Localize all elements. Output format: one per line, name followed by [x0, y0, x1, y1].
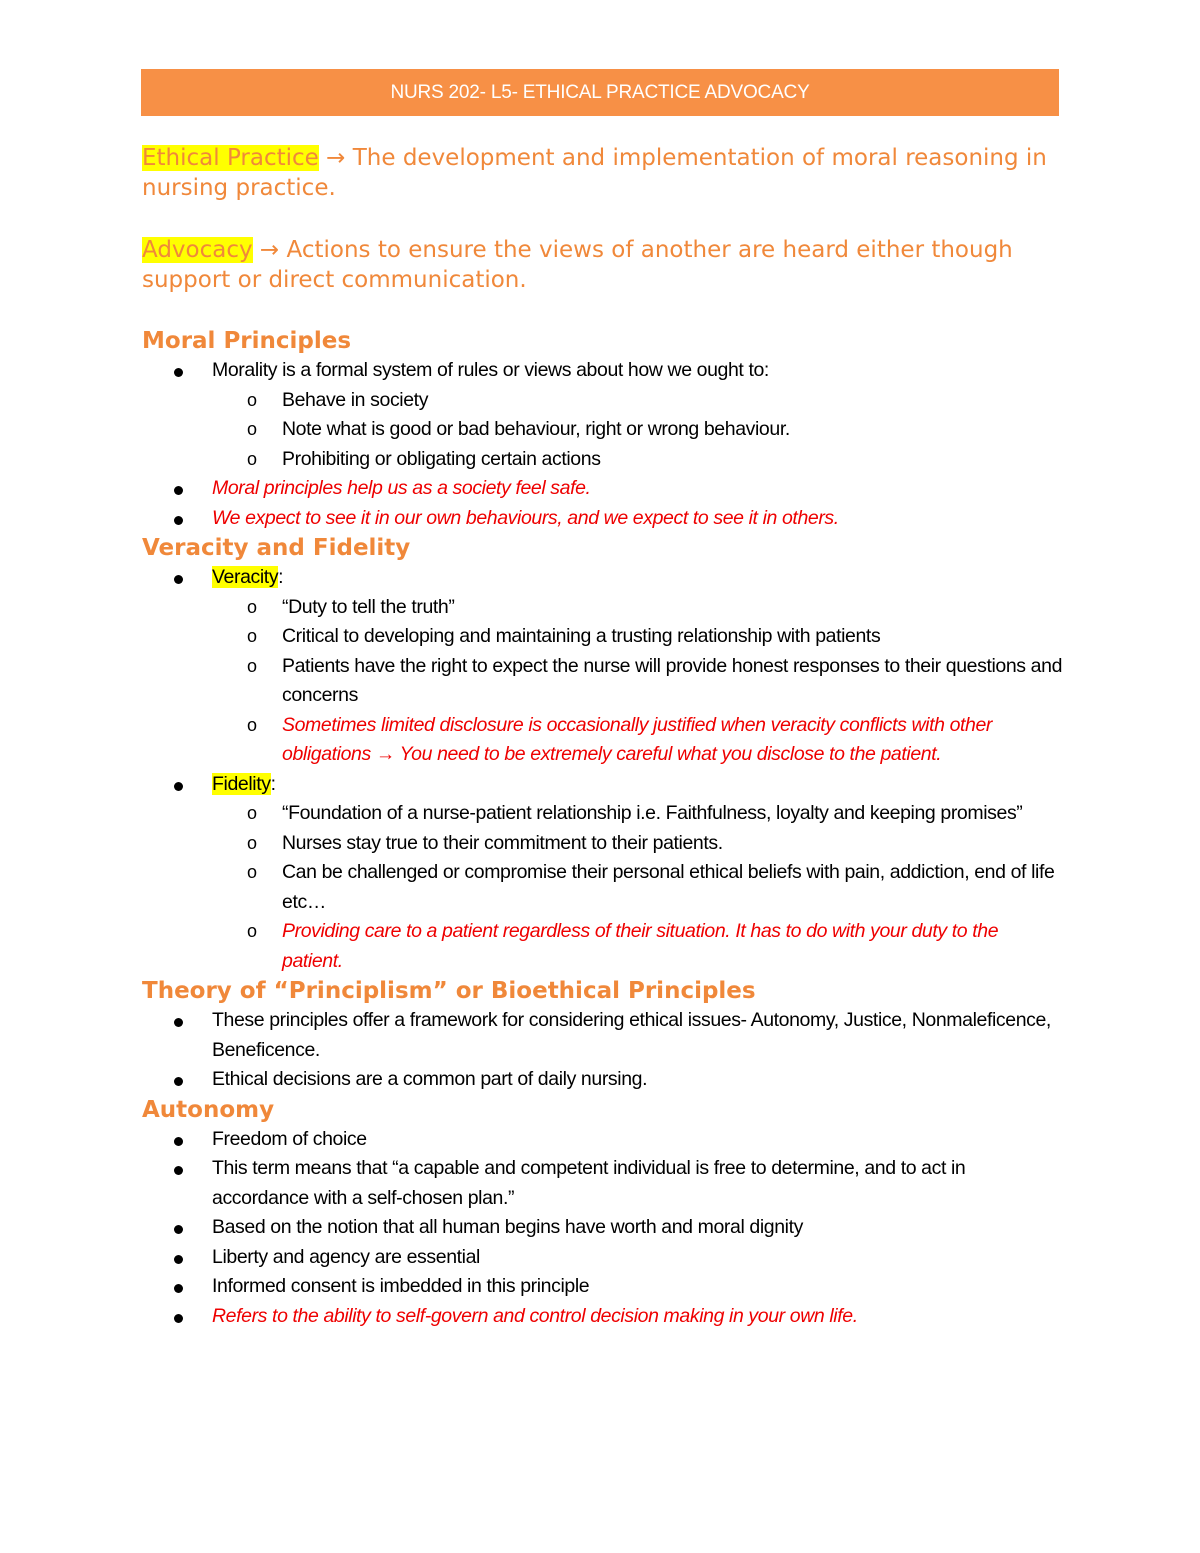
sub-list-item: o “Foundation of a nurse-patient relationship i.e. Faithfulness, loyalty and keeping promises”	[142, 799, 1062, 829]
circle-bullet-icon: o	[247, 596, 257, 617]
list-item: Moral principles help us as a society feel safe.	[142, 474, 1062, 504]
arrow-icon: →	[326, 145, 346, 171]
sub-list-item: o Critical to developing and maintaining a trusting relationship with patients	[142, 622, 1062, 652]
heading-moral-principles: Moral Principles	[142, 328, 352, 354]
bullet-icon	[174, 1284, 183, 1293]
circle-bullet-icon: o	[247, 419, 257, 439]
definition-advocacy	[142, 235, 1062, 295]
document-title: NURS 202- L5- ETHICAL PRACTICE ADVOCACY	[390, 81, 810, 103]
bullet-icon	[174, 782, 183, 791]
sub-list-item: o Prohibiting or obligating certain actions	[142, 445, 1062, 475]
bullet-icon	[174, 1255, 183, 1264]
list-item-fidelity: Fidelity:	[142, 770, 1062, 800]
circle-bullet-icon: o	[247, 803, 257, 823]
definition-text: The development and implementation of moral reasoning in nursing practice.	[142, 145, 1047, 201]
sub-list-item: o Behave in society	[142, 386, 1062, 416]
sub-list-item: o Sometimes limited disclosure is occasionally justified when veracity conflicts with other obligations → You need to be extremely careful what you disclose to the patient.	[142, 711, 1062, 770]
list-item: These principles offer a framework for considering ethical issues- Autonomy, Justice, Nonmaleficence, Beneficence.	[142, 1006, 1062, 1065]
arrow-icon: →	[259, 237, 280, 263]
heading-veracity-fidelity: Veracity and Fidelity	[142, 535, 411, 561]
sub-list-item: o Patients have the right to expect the nurse will provide honest responses to their questions and concerns	[142, 652, 1062, 711]
term-fidelity: Fidelity	[212, 772, 271, 795]
bullet-icon	[174, 1314, 183, 1323]
list-item-veracity: Veracity:	[142, 563, 1062, 593]
list-item: Ethical decisions are a common part of daily nursing.	[142, 1065, 1062, 1095]
term-ethical-practice: Ethical Practice	[142, 145, 319, 171]
term-veracity: Veracity	[212, 566, 279, 588]
bullet-icon	[174, 1225, 183, 1234]
list-item: Refers to the ability to self-govern and control decision making in your own life.	[142, 1302, 1062, 1332]
list-item: Freedom of choice	[142, 1125, 1062, 1155]
sub-list-item: o “Duty to tell the truth”	[142, 593, 1062, 623]
sub-list-item: o Can be challenged or compromise their personal ethical beliefs with pain, addiction, end of life etc…	[142, 858, 1062, 917]
definition-ethical-practice	[142, 143, 1062, 203]
circle-bullet-icon: o	[247, 832, 257, 853]
circle-bullet-icon: o	[247, 921, 257, 941]
arrow-icon: →	[375, 743, 395, 765]
moral-list	[142, 356, 1062, 533]
bullet-icon	[174, 1077, 183, 1086]
list-item: Informed consent is imbedded in this principle	[142, 1272, 1062, 1302]
term-advocacy: Advocacy	[142, 237, 253, 263]
heading-principlism: Theory of “Principlism” or Bioethical Principles	[142, 978, 756, 1004]
sub-list-item: o Nurses stay true to their commitment to their patients.	[142, 829, 1062, 859]
circle-bullet-icon: o	[247, 655, 257, 676]
circle-bullet-icon: o	[247, 862, 257, 882]
principlism-list	[142, 1006, 1062, 1095]
list-item: Liberty and agency are essential	[142, 1243, 1062, 1273]
bullet-icon	[174, 368, 183, 377]
sub-list-item: o Providing care to a patient regardless of their situation. It has to do with your duty to the patient.	[142, 917, 1062, 976]
list-item: Morality is a formal system of rules or views about how we ought to:	[142, 356, 1062, 386]
circle-bullet-icon: o	[247, 714, 257, 735]
bullet-icon	[174, 1166, 183, 1175]
veracity-fidelity-list	[142, 563, 1062, 976]
sub-list-item: o Note what is good or bad behaviour, right or wrong behaviour.	[142, 415, 1062, 445]
circle-bullet-icon: o	[247, 389, 257, 410]
bullet-icon	[174, 575, 183, 584]
bullet-icon	[174, 1018, 183, 1027]
autonomy-list	[142, 1125, 1062, 1332]
document-title-banner	[141, 69, 1059, 116]
definition-text: Actions to ensure the views of another are heard either though support or direct communication.	[142, 237, 1013, 293]
bullet-icon	[174, 516, 183, 525]
document-body	[142, 143, 1062, 1331]
circle-bullet-icon: o	[247, 448, 257, 469]
bullet-icon	[174, 486, 183, 495]
list-item: Based on the notion that all human begins have worth and moral dignity	[142, 1213, 1062, 1243]
list-item: We expect to see it in our own behaviours, and we expect to see it in others.	[142, 504, 1062, 534]
heading-autonomy: Autonomy	[142, 1096, 275, 1123]
list-item: This term means that “a capable and competent individual is free to determine, and to act in accordance with a self-chosen plan.”	[142, 1154, 1062, 1213]
circle-bullet-icon: o	[247, 626, 257, 646]
bullet-icon	[174, 1137, 183, 1146]
